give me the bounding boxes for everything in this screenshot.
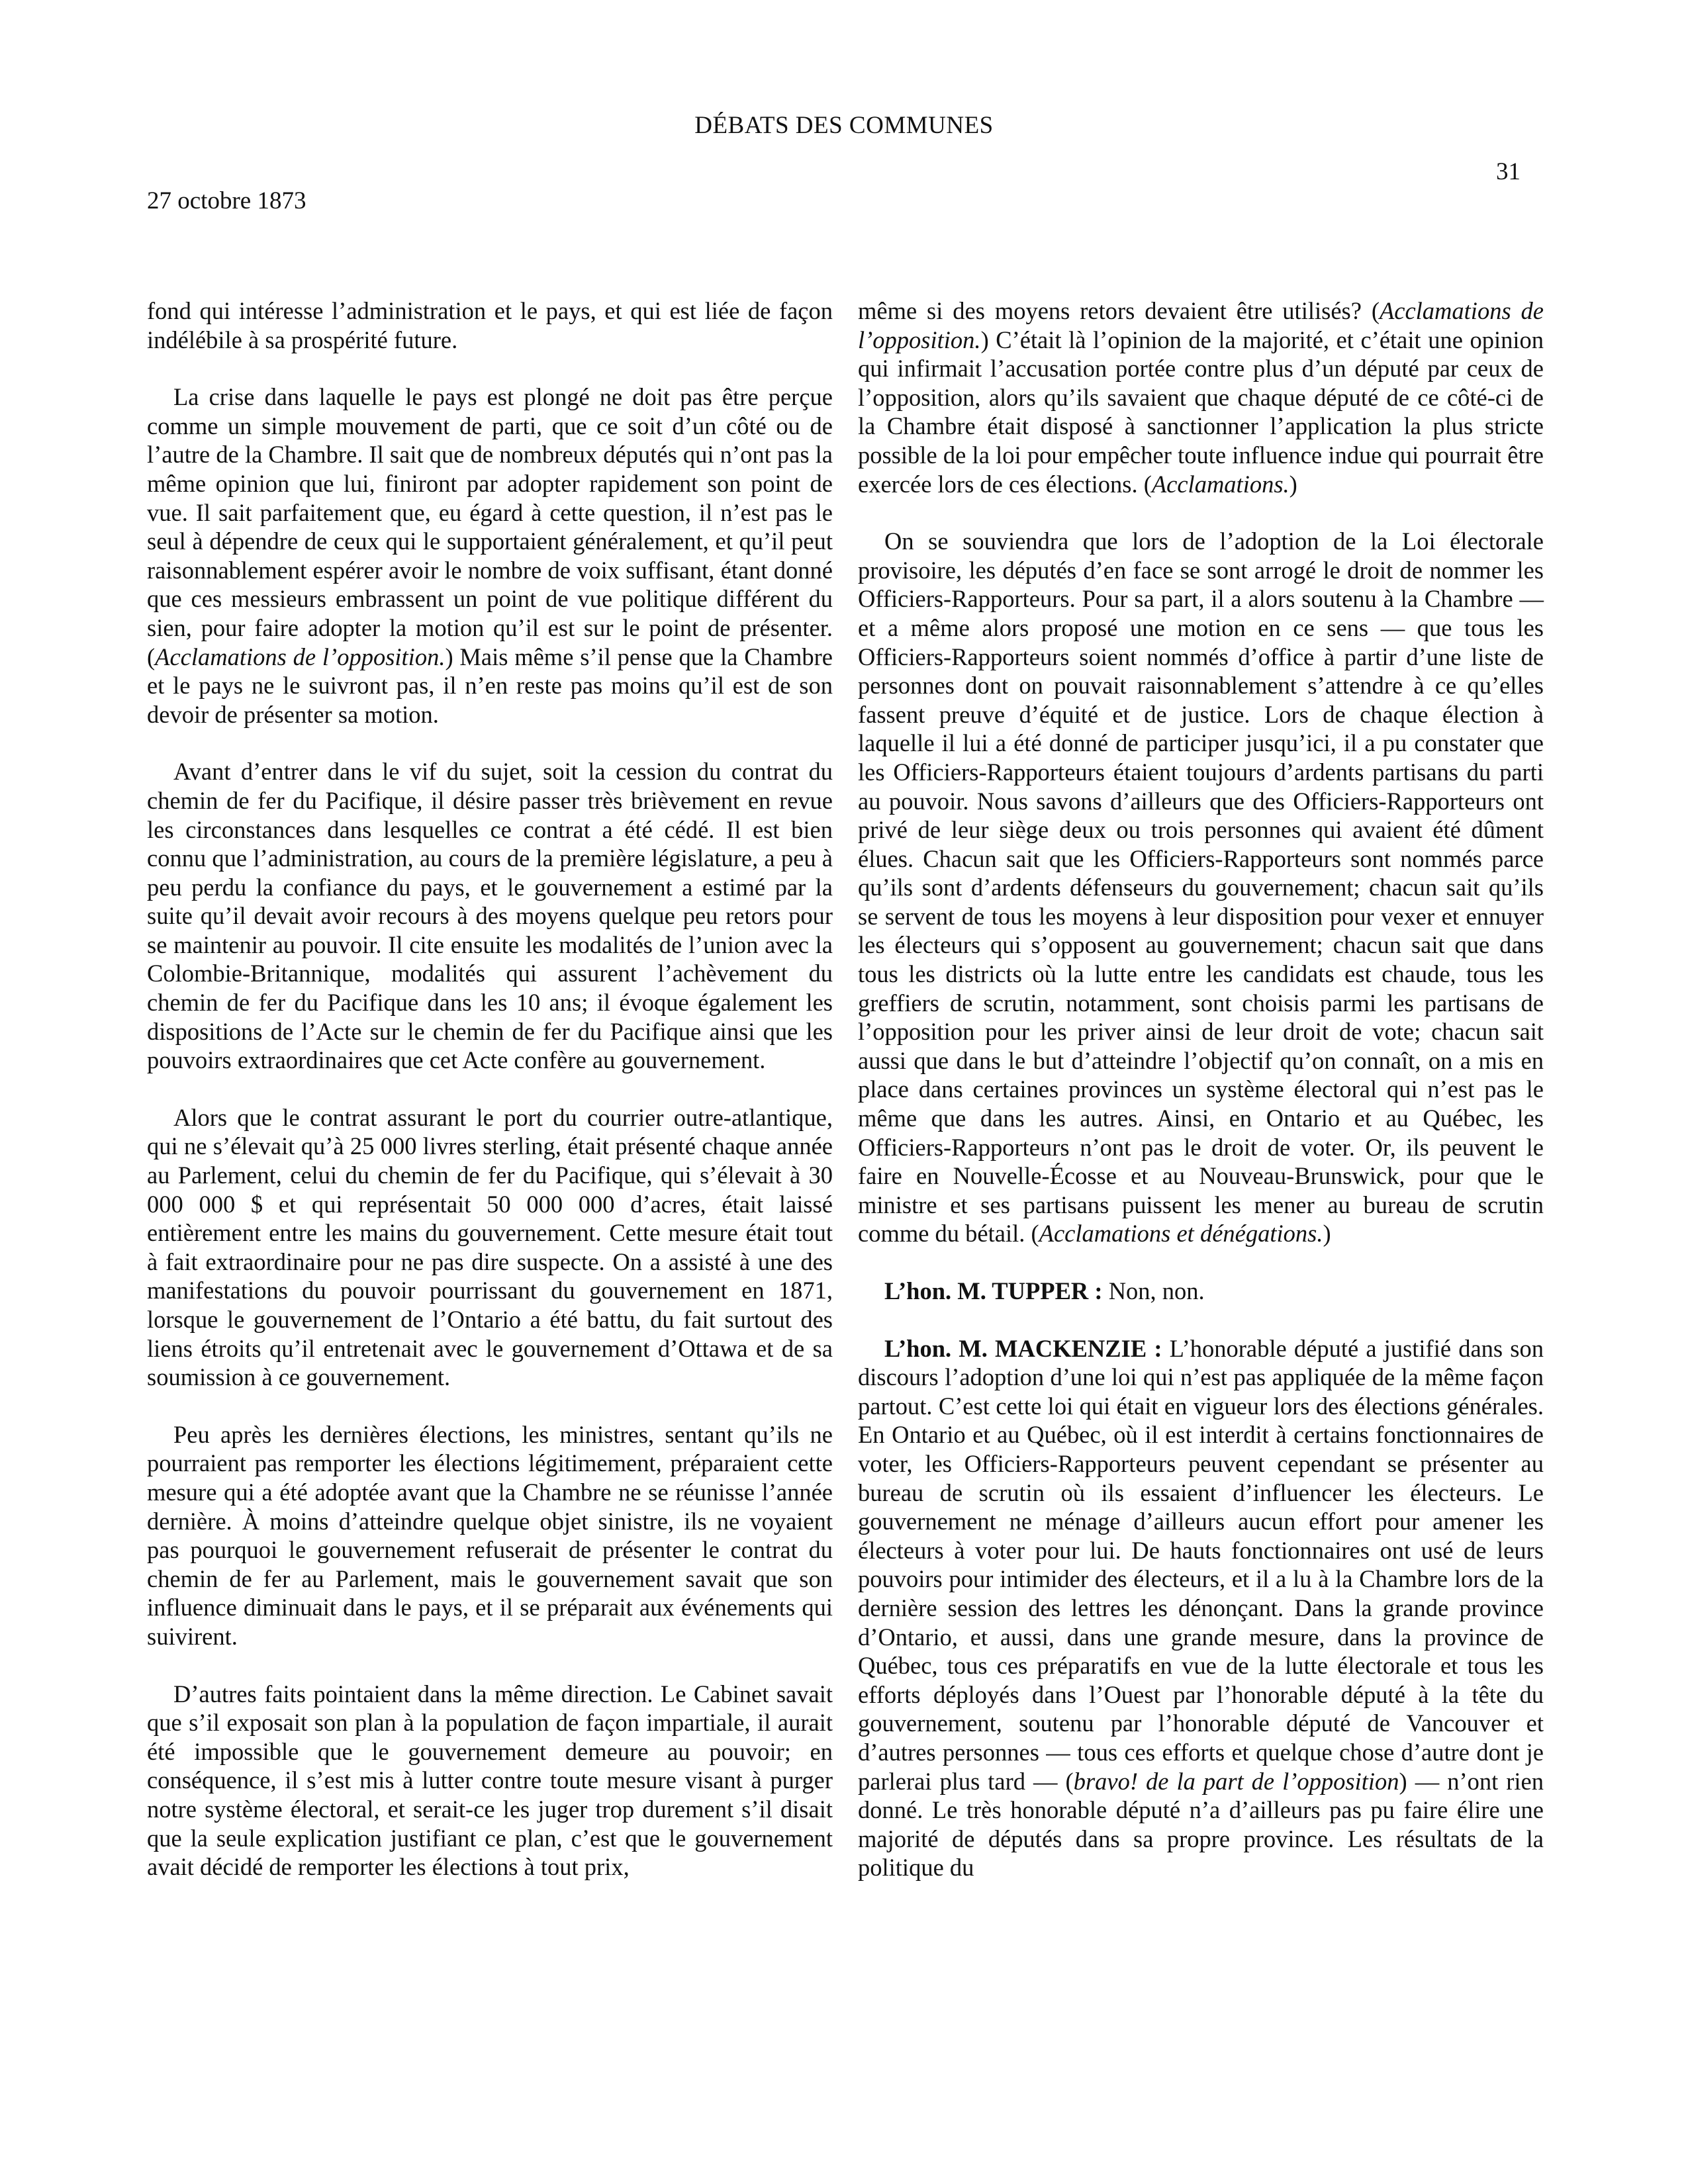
right-column xyxy=(858,296,1544,1882)
paragraph: La crise dans laquelle le pays est plongé ne doit pas être perçue comme un simple mouvement de parti, que ce soit d’un côté ou de l’autre de la Chambre. Il sait que de nombreux députés qui n’ont pas la même opinion que lui, finiront par adopter rapidement son point de vue. Il sait parfaitement que, eu égard à cette question, il n’est pas le seul à dépendre de ceux qui le supportaient généralement, et qu’il peut raisonnablement espérer avoir le nombre de voix suffisant, étant donné que ces messieurs embrassent un point de vue politique différent du sien, pour faire adopter la motion qu’il est sur le point de présenter. (Acclamations de l’opposition.) Mais même s’il pense que la Chambre et le pays ne le suivront pas, il n’en reste pas moins qu’il est de son devoir de présenter sa motion. xyxy=(147,383,833,728)
paragraph: même si des moyens retors devaient être utilisés? (Acclamations de l’opposition.) C’était là l’opinion de la majorité, et c’était une opinion qui infirmait l’accusation portée contre plus d’un député par ceux de l’opposition, alors qu’ils savaient que chaque député de ce côté-ci de la Chambre était disposé à sanctionner l’application la plus stricte possible de la loi pour empêcher toute influence indue qui pourrait être exercée lors de ces élections. (Acclamations.) xyxy=(858,297,1544,498)
paragraph: Peu après les dernières élections, les ministres, sentant qu’ils ne pourraient pas remporter les élections légitimement, préparaient cette mesure qui a été adoptée avant que la Chambre ne se réunisse l’année dernière. À moins d’atteindre quelque objet sinistre, ils ne voyaient pas pourquoi le gouvernement refuserait de présenter le contrat du chemin de fer au Parlement, mais le gouvernement savait que son influence diminuait dans le pays, et il se préparait aux événements qui suivirent. xyxy=(147,1420,833,1650)
paragraph: Avant d’entrer dans le vif du sujet, soit la cession du contrat du chemin de fer du Pacifique, il désire passer très brièvement en revue les circonstances dans lesquelles ce contrat a été cédé. Il est bien connu que l’administration, au cours de la première législature, a peu à peu perdu la confiance du pays, et le gouvernement a estimé par la suite qu’il devait avoir recours à des moyens quelque peu retors pour se maintenir au pouvoir. Il cite ensuite les modalités de l’union avec la Colombie-Britannique, modalités qui assurent l’achèvement du chemin de fer du Pacifique dans les 10 ans; il évoque également les dispositions de l’Acte sur le chemin de fer du Pacifique ainsi que les pouvoirs extraordinaires que cet Acte confère au gouvernement. xyxy=(147,758,833,1074)
speaker-paragraph: L’hon. M. TUPPER : Non, non. xyxy=(884,1277,1205,1304)
speaker-name: L’hon. M. TUPPER : xyxy=(884,1277,1103,1304)
page-number: 31 xyxy=(1496,158,1521,185)
paragraph: Alors que le contrat assurant le port du courrier outre-atlantique, qui ne s’élevait qu’à 25 000 livres sterling, était présenté chaque année au Parlement, celui du chemin de fer du Pacifique, qui s’élevait à 30 000 000 $ et qui représentait 50 000 000 d’acres, était laissé entièrement entre les mains du gouvernement. Cette mesure était tout à fait extraordinaire pour ne pas dire suspecte. On a assisté à une des manifestations du pouvoir pourrissant du gouvernement en 1871, lorsque le gouvernement de l’Ontario a été battu, du fait surtout des liens étroits qu’il entretenait avec le gouvernement d’Ottawa et de sa soumission à ce gouvernement. xyxy=(147,1103,833,1391)
paragraph: D’autres faits pointaient dans la même direction. Le Cabinet savait que s’il exposait son plan à la population de façon impartiale, il aurait été impossible que le gouvernement demeure au pouvoir; en conséquence, il s’est mis à lutter contre toute mesure visant à purger notre système électoral, et serait-ce les juger trop durement s’il disait que la seule explication justifiant ce plan, c’est que le gouvernement avait décidé de remporter les élections à tout prix, xyxy=(147,1680,833,1881)
paragraph: fond qui intéresse l’administration et le pays, et qui est liée de façon indélébile à sa prospérité future. xyxy=(147,297,833,353)
page-date: 27 octobre 1873 xyxy=(147,187,306,214)
speaker-name: L’hon. M. MACKENZIE : xyxy=(884,1334,1162,1362)
page-header-title: DÉBATS DES COMMUNES xyxy=(694,112,994,139)
left-column xyxy=(147,296,833,1882)
speaker-paragraph: L’hon. M. MACKENZIE : L’honorable député a justifié dans son discours l’adoption d’une loi qui n’est pas appliquée de la même façon partout. C’est cette loi qui était en vigueur lors des élections générales. En Ontario et au Québec, où il est interdit à certains fonctionnaires de voter, les Officiers-Rapporteurs peuvent cependant se présenter au bureau de scrutin où ils essaient d’influencer les électeurs. Le gouvernement ne ménage d’ailleurs aucun effort pour amener les électeurs à voter pour lui. De hauts fonctionnaires ont usé de leurs pouvoirs pour intimider des électeurs, et il a lu à la Chambre lors de la dernière session des lettres les dénonçant. Dans la grande province d’Ontario, et aussi, dans une grande mesure, dans la province de Québec, tous ces préparatifs en vue de la lutte électorale et tous les efforts déployés dans l’Ouest par l’honorable député à la tête du gouvernement, soutenu par l’honorable député de Vancouver et d’autres personnes — tous ces efforts et quelque chose d’autre dont je parlerai plus tard — (bravo! de la part de l’opposition) — n’ont rien donné. Le très honorable député n’a d’ailleurs pas pu faire élire une majorité de députés dans sa propre province. Les résultats de la politique du xyxy=(858,1334,1544,1882)
paragraph: On se souviendra que lors de l’adoption de la Loi électorale provisoire, les députés d’en face se sont arrogé le droit de nommer les Officiers-Rapporteurs. Pour sa part, il a alors soutenu à la Chambre — et a même alors proposé une motion en ce sens — que tous les Officiers-Rapporteurs soient nommés d’office à partir d’une liste de personnes dont on pouvait raisonnablement s’attendre à ce qu’elles fassent preuve d’équité et de justice. Lors de chaque élection à laquelle il lui a été donné de participer jusqu’ici, il a pu constater que les Officiers-Rapporteurs étaient toujours d’ardents partisans du parti au pouvoir. Nous savons d’ailleurs que des Officiers-Rapporteurs ont privé de leur siège deux ou trois personnes qui avaient été dûment élues. Chacun sait que les Officiers-Rapporteurs sont nommés parce qu’ils sont d’ardents défenseurs du gouvernement; chacun sait qu’ils se servent de tous les moyens à leur disposition pour vexer et ennuyer les électeurs qui s’opposent au gouvernement; chacun sait que dans tous les districts où la lutte entre les candidats est chaude, tous les greffiers de scrutin, notamment, sont choisis parmi les partisans de l’opposition pour les priver ainsi de leur droit de vote; chacun sait aussi que dans le but d’atteindre l’objectif qu’on connaît, on a mis en place dans certaines provinces un système électoral qui n’est pas le même que dans les autres. Ainsi, en Ontario et au Québec, les Officiers-Rapporteurs n’ont pas le droit de voter. Or, ils peuvent le faire en Nouvelle-Écosse et au Nouveau-Brunswick, pour que le ministre et ses partisans puissent les mener au bureau de scrutin comme du bétail. (Acclamations et dénégations.) xyxy=(858,527,1544,1248)
